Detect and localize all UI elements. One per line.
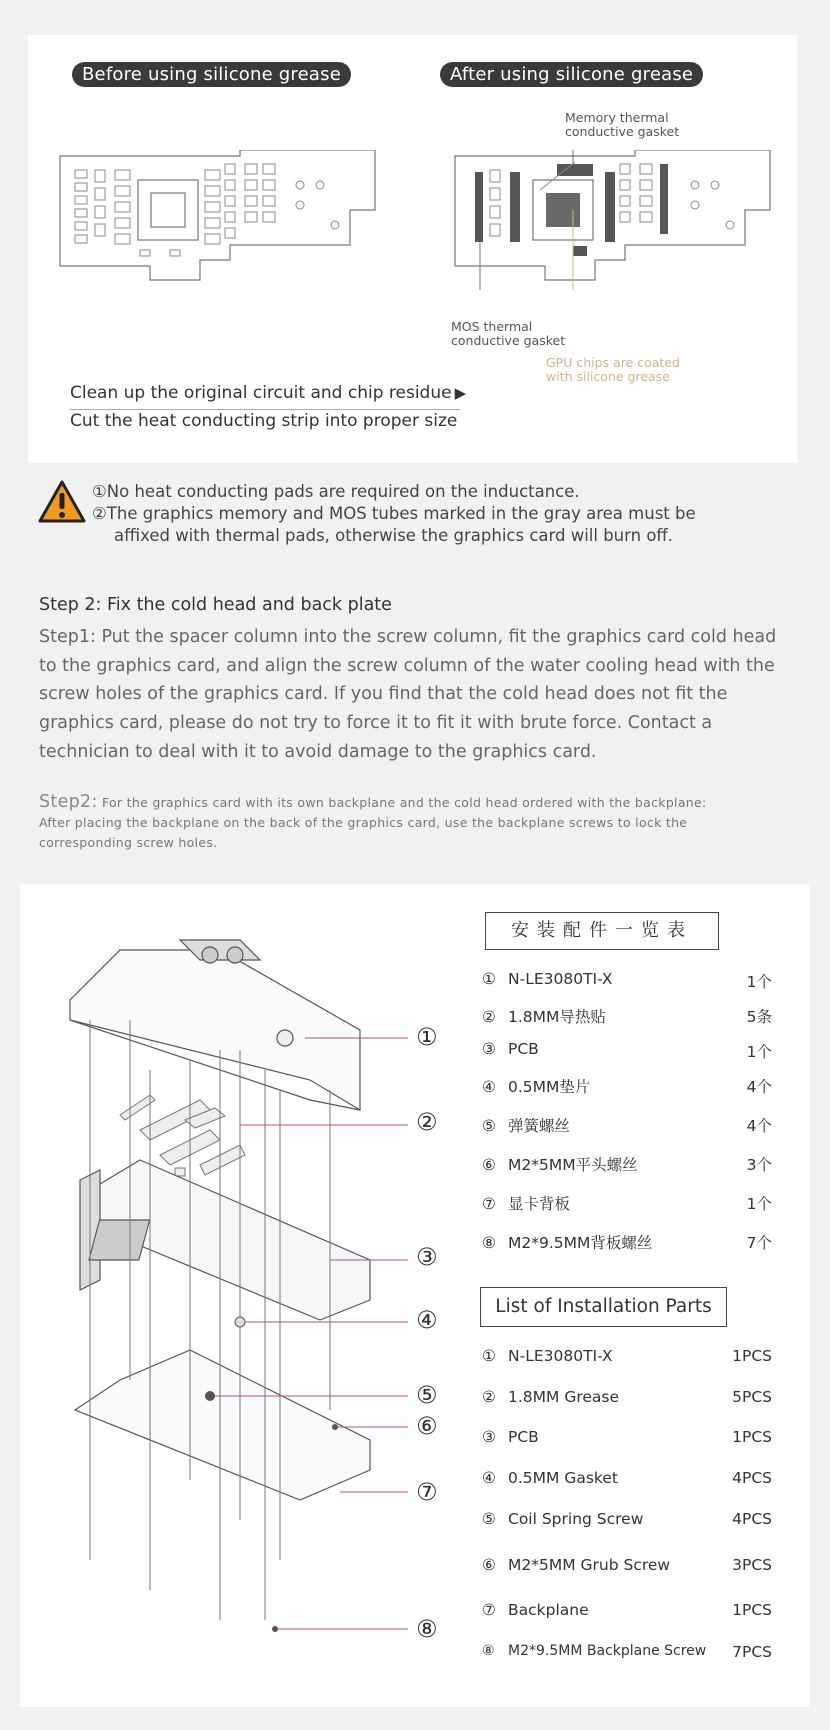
parts-cn-row: ① N-LE3080TI-X 1个 — [482, 970, 772, 991]
callout-2: ② — [416, 1108, 438, 1136]
warning-icon — [37, 479, 87, 525]
exploded-view-diagram — [40, 920, 480, 1700]
parts-cn-row: ⑤ 弹簧螺丝 4个 — [482, 1117, 772, 1135]
instruction-clean: Clean up the original circuit and chip residue ▶ — [70, 383, 467, 403]
before-label: Before using silicone grease — [72, 62, 351, 87]
parts-en-row: ④ 0.5MM Gasket 4PCS — [482, 1469, 772, 1487]
memory-gasket-label: Memory thermal conductive gasket — [565, 110, 680, 139]
instruction-cut: Cut the heat conducting strip into proper size — [70, 411, 458, 431]
parts-cn-row: ③ PCB 1个 — [482, 1040, 772, 1061]
parts-cn-row: ⑧ M2*9.5MM背板螺丝 7个 — [482, 1234, 772, 1252]
instruction-divider — [70, 409, 460, 410]
after-label: After using silicone grease — [440, 62, 703, 87]
parts-cn-row: ④ 0.5MM垫片 4个 — [482, 1078, 772, 1096]
parts-title-en: List of Installation Parts — [480, 1287, 727, 1327]
parts-title-cn: 安装配件一览表 — [485, 912, 719, 950]
callout-6: ⑥ — [416, 1412, 438, 1440]
gpu-after-diagram — [445, 150, 775, 290]
parts-cn-row: ② 1.8MM导热贴 5条 — [482, 1008, 772, 1026]
step2-text: Step2: For the graphics card with its own backplane and the cold head ordered with the backplane: After placing the backplane on the back of the graphics card, use the backplane screws to lock the corresponding screw holes. — [39, 792, 707, 850]
warning-line-3: affixed with thermal pads, otherwise the graphics card will burn off. — [114, 526, 674, 545]
parts-en-row: ② 1.8MM Grease 5PCS — [482, 1388, 772, 1406]
gpu-grease-label: GPU chips are coated with silicone grease — [546, 355, 680, 384]
parts-cn-row: ⑥ M2*5MM平头螺丝 3个 — [482, 1156, 772, 1174]
parts-en-row: ⑦ Backplane 1PCS — [482, 1601, 772, 1619]
callout-3: ③ — [416, 1243, 438, 1271]
arrow-right-icon: ▶ — [454, 384, 467, 402]
parts-en-row: ⑧ M2*9.5MM Backplane Screw 7PCS — [482, 1643, 772, 1661]
step2-label: Step2: — [39, 792, 98, 812]
callout-4: ④ — [416, 1306, 438, 1334]
warning-line-1: ①No heat conducting pads are required on the inductance. — [92, 482, 580, 501]
mos-gasket-label: MOS thermal conductive gasket — [451, 319, 566, 348]
callout-5: ⑤ — [416, 1381, 438, 1409]
callout-1: ① — [416, 1023, 438, 1051]
parts-en-row: ③ PCB 1PCS — [482, 1428, 772, 1446]
warning-line-2: ②The graphics memory and MOS tubes marked in the gray area must be — [92, 504, 696, 523]
step-title: Step 2: Fix the cold head and back plate — [39, 595, 392, 615]
gpu-before-diagram — [50, 150, 380, 290]
parts-en-row: ① N-LE3080TI-X 1PCS — [482, 1347, 772, 1365]
parts-cn-row: ⑦ 显卡背板 1个 — [482, 1195, 772, 1213]
step-body: Step1: Put the spacer column into the screw column, fit the graphics card cold head to the graphics card, and align the screw column of the water cooling head with the screw holes of the graphics card. If you find that the cold head does not fit the graphics card, please do not try to force it to fit it with brute force. Contact a technician to deal with it to avoid damage to the graphics card. — [39, 627, 777, 762]
callout-7: ⑦ — [416, 1478, 438, 1506]
callout-8: ⑧ — [416, 1615, 438, 1643]
parts-en-row: ⑥ M2*5MM Grub Screw 3PCS — [482, 1556, 772, 1574]
parts-en-row: ⑤ Coil Spring Screw 4PCS — [482, 1510, 772, 1528]
